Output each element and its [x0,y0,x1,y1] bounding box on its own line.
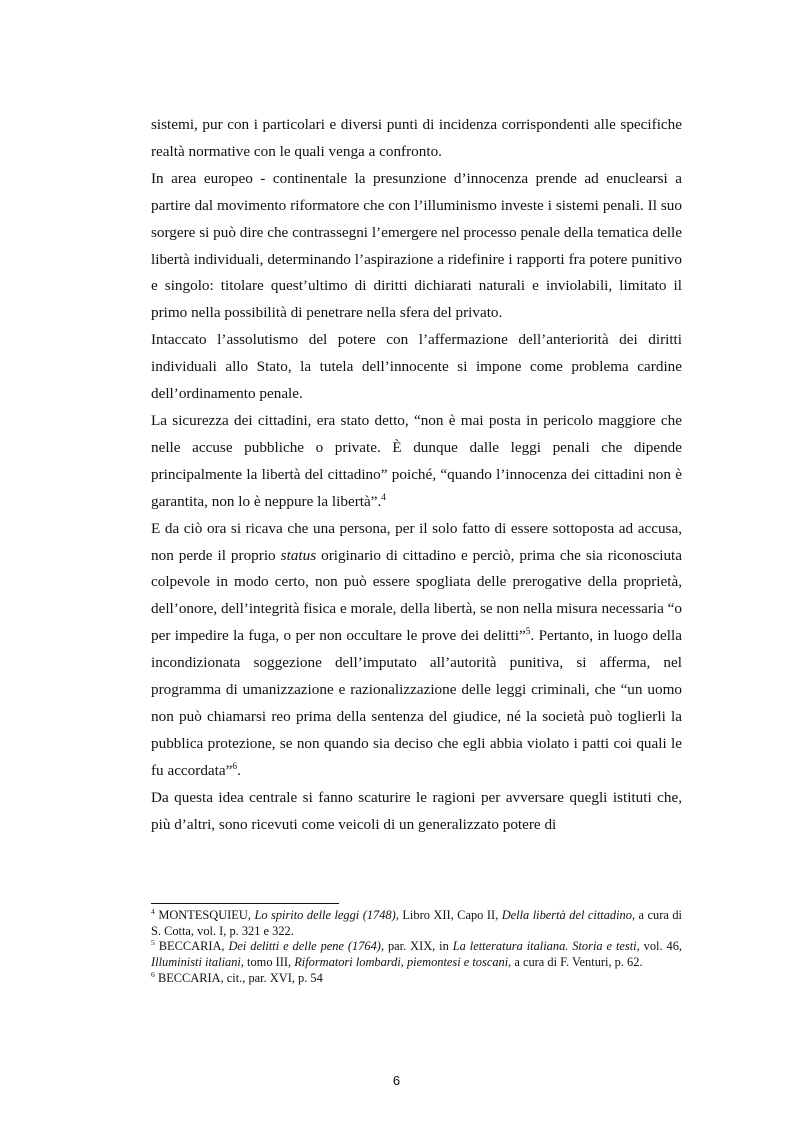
paragraph: La sicurezza dei cittadini, era stato detto, “non è mai posta in pericolo maggiore che nelle accuse pubbliche o private. È dunque dalle leggi penali che dipende principalmente la libertà del cittadino” poiché, “quando l’innocenza dei cittadini non è garantita, non lo è neppure la libertà”.$^4$ [151,411,682,510]
body-text [151,112,682,838]
footnote-ref: 5 [525,627,531,638]
paragraph: In area europeo - continentale la presunzione d’innocenza prende ad enuclearsi a partire dal movimento riformatore che con l’illuminismo investe i sistemi penali. Il suo sorgere si può dire che contrassegni l’emergere nel processo penale della tematica delle libertà individuali, determinando l’aspirazione a ridefinire i rapporti fra potere punitivo e singolo: titolare quest’ultimo di diritti dichiarati naturali e inviolabili, limitato il primo nella possibilità di penetrare nella sfera del privato. [151,169,682,322]
footnote-rule [151,903,339,904]
footnote-ref: 4 [381,492,386,503]
paragraph: Intaccato l’assolutismo del potere con l’affermazione dell’anteriorità dei diritti individuali allo Stato, la tutela dell’innocente si impone come problema cardine dell’ordinamento penale. [151,331,682,403]
footnote-6: $^6$ BECCARIA, cit., par. XVI, p. 54 [151,969,323,985]
footnote-4: $^4$ MONTESQUIEU, Lo spirito delle leggi (1748), Libro XII, Capo II, Della libertà del cittadino, a cura di S. Cotta, vol. I, p. 321 e 322. [151,906,682,938]
footnote-5: $^5$ BECCARIA, Dei delitti e delle pene (1764), par. XIX, in La letteratura italiana. Storia e testi, vol. 46, Illuministi italiani, tomo III, Riformatori lombardi, piemontesi e toscani, a cura di F. Venturi, p. 62. [151,938,682,970]
page-number: 6 [392,1073,401,1088]
footnotes [151,903,682,987]
paragraph: Da questa idea centrale si fanno scaturire le ragioni per avversare quegli istituti che, più d’altri, sono ricevuti come veicoli di un generalizzato potere di [151,788,682,833]
paragraph: sistemi, pur con i particolari e diversi punti di incidenza corrispondenti alle specifiche realtà normative con le quali venga a confronto. [151,116,682,160]
footnote-ref: 6 [232,761,238,772]
paragraph: E da ciò ora si ricava che una persona, per il solo fatto di essere sottoposta ad accusa, non perde il proprio status originario di cittadino e perciò, prima che sia riconosciuta colpevole in modo certo, non può essere spogliata delle prerogative della proprietà, dell’onore, dell’integrità fisica e morale, della libertà, se non nella misura necessaria “o per impedire la fuga, o per non occultare le prove dei delitti”$^5$. Pertanto, in luogo della incondizionata soggezione dell’imputato all’autorità punitiva, si afferma, nel programma di umanizzazione e razionalizzazione delle leggi criminali, che “un uomo non può chiamarsi reo prima della sentenza del giudice, né la società può toglierli la pubblica protezione, se non quando sia deciso che egli abbia violato i patti coi quali le fu accordata”$^6$. [151,519,682,779]
